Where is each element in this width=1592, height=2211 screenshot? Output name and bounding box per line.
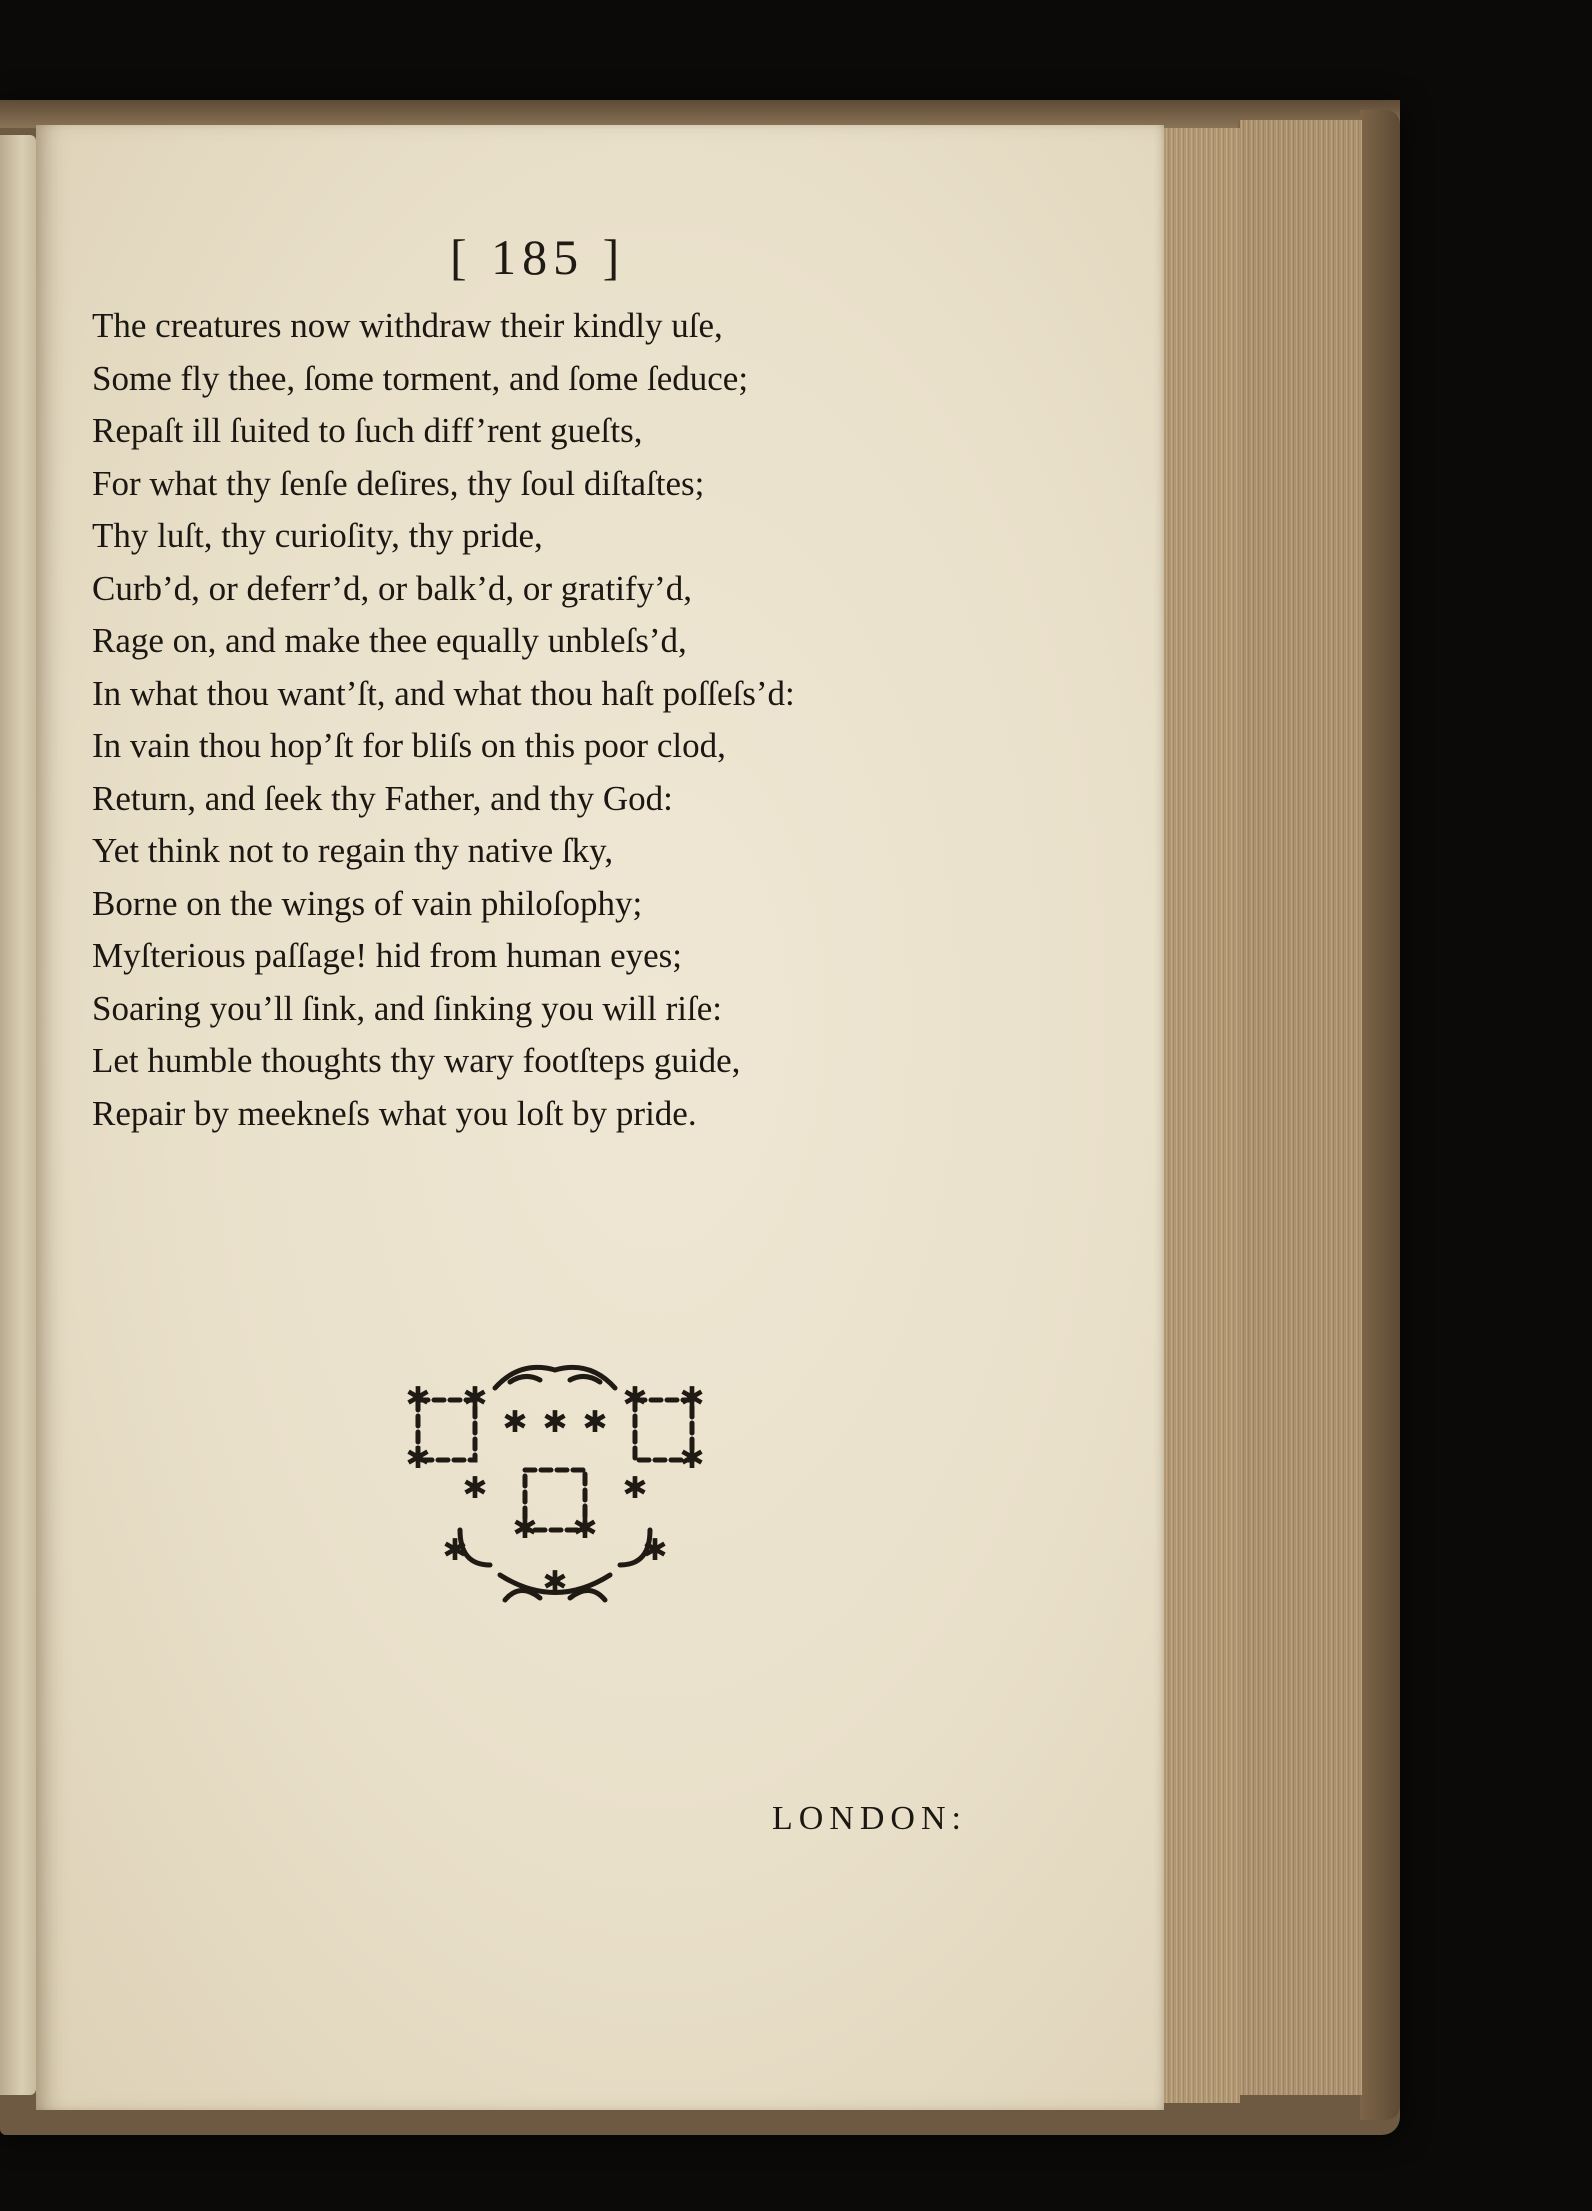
- poem-line: In what thou want’ſt, and what thou haſt poſſeſs’d:: [92, 673, 795, 713]
- svg-text:✱: ✱: [642, 1533, 668, 1568]
- svg-text:✱: ✱: [542, 1565, 568, 1600]
- svg-text:✱: ✱: [622, 1381, 648, 1416]
- poem-line: Thy luſt, thy curioſity, thy pride,: [92, 516, 543, 555]
- poem-line: Borne on the wings of vain philoſophy;: [92, 883, 643, 923]
- poem-line: For what thy ſenſe deſires, thy ſoul diſtaſtes;: [92, 463, 705, 503]
- printers-fleuron-ornament: [400, 1360, 710, 1620]
- page-block-edges-outer: [1238, 120, 1362, 2095]
- svg-text:✱: ✱: [442, 1533, 468, 1568]
- facing-page-edge: [0, 135, 36, 2095]
- svg-text:✱: ✱: [572, 1511, 598, 1546]
- poem-line: Let humble thoughts thy wary footſteps guide,: [92, 1041, 741, 1080]
- svg-text:✱: ✱: [462, 1381, 488, 1416]
- poem-line: Repair by meekneſs what you loſt by pride.: [92, 1093, 697, 1133]
- book-cover-edge: [1360, 110, 1400, 2120]
- svg-text:✱: ✱: [542, 1405, 568, 1440]
- poem-line: In vain thou hop’ſt for bliſs on this poor clod,: [92, 726, 726, 765]
- poem-text: [92, 300, 992, 1140]
- poem-line: Myſterious paſſage! hid from human eyes;: [92, 936, 682, 975]
- page-number: [ 185 ]: [450, 229, 626, 285]
- book-top-edge: [0, 100, 1400, 128]
- svg-text:✱: ✱: [462, 1471, 488, 1506]
- poem-line: Repaſt ill ſuited to ſuch diff’rent gueſts,: [92, 411, 643, 450]
- svg-text:✱: ✱: [502, 1405, 528, 1440]
- svg-text:✱: ✱: [622, 1471, 648, 1506]
- svg-text:✱: ✱: [405, 1441, 431, 1476]
- poem-line: Soaring you’ll ſink, and ſinking you will riſe:: [92, 988, 722, 1028]
- poem-line: Yet think not to regain thy native ſky,: [92, 831, 614, 870]
- svg-text:✱: ✱: [512, 1511, 538, 1546]
- svg-text:✱: ✱: [582, 1405, 608, 1440]
- poem-line: The creatures now withdraw their kindly uſe,: [92, 306, 723, 345]
- page-block-edges-inner: [1158, 128, 1240, 2103]
- poem-line: Some fly thee, ſome torment, and ſome ſeduce;: [92, 358, 749, 398]
- poem-line: Curb’d, or deferr’d, or balk’d, or gratify’d,: [92, 568, 692, 608]
- svg-text:✱: ✱: [405, 1381, 431, 1416]
- poem-line: Rage on, and make thee equally unbleſs’d,: [92, 621, 687, 660]
- poem-line: Return, and ſeek thy Father, and thy God:: [92, 778, 673, 818]
- svg-text:✱: ✱: [679, 1381, 705, 1416]
- catchword: LONDON:: [772, 1800, 967, 1837]
- svg-text:✱: ✱: [679, 1441, 705, 1476]
